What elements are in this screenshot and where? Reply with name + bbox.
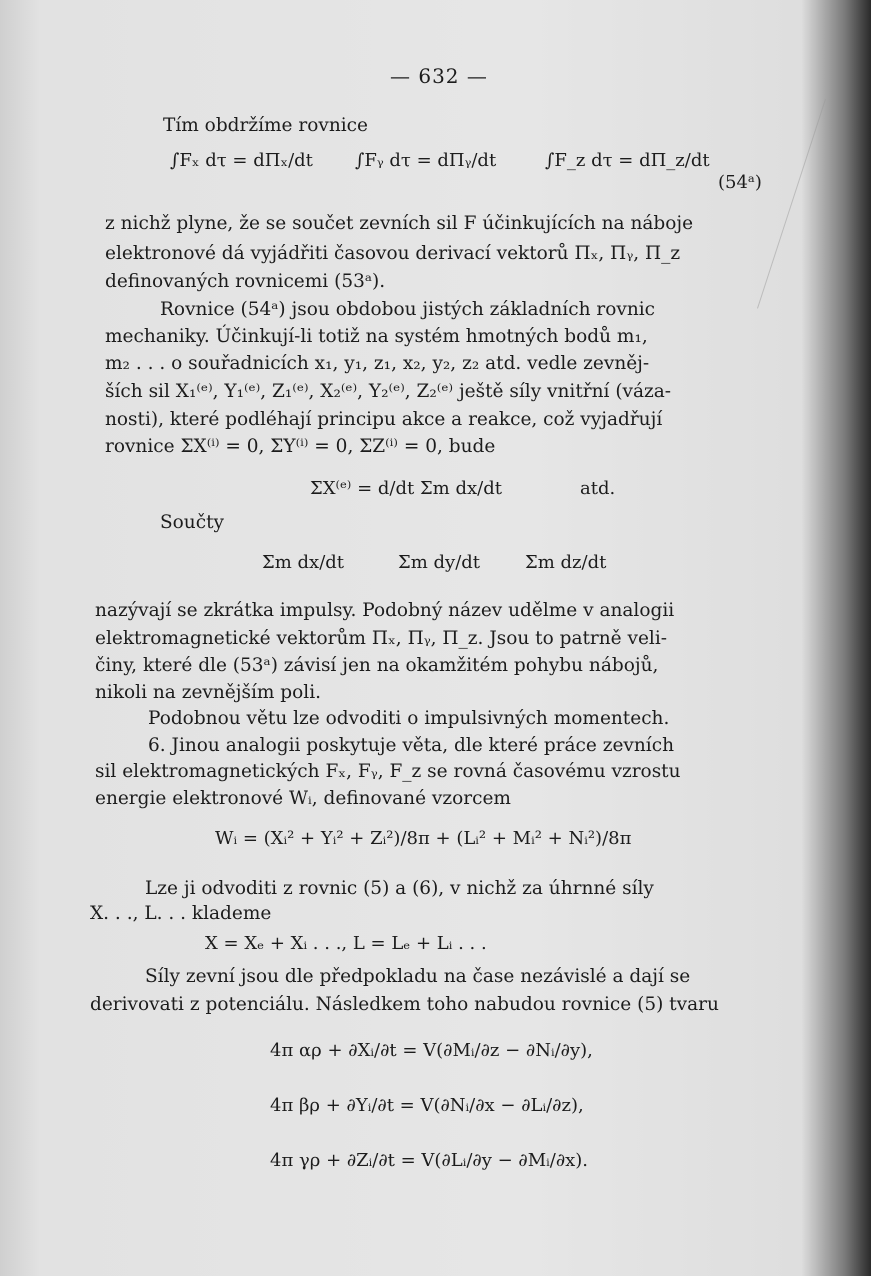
page-number: — 632 — (390, 64, 488, 88)
text-line: energie elektronové Wᵢ, definované vzorcem (95, 788, 511, 809)
text-line: elektronové dá vyjádřiti časovou derivací vektorů Πₓ, Πᵧ, Π_z (105, 243, 681, 264)
impulse-x: Σm dx/dt (262, 552, 345, 573)
equation-atd: atd. (580, 478, 616, 499)
text-line: Síly zevní jsou dle předpokladu na čase nezávislé a dají se (145, 966, 691, 987)
text-line: elektromagnetické vektorům Πₓ, Πᵧ, Π_z. Jsou to patrně veli- (95, 628, 667, 649)
text-line: m₂ . . . o souřadnicích x₁, y₁, z₁, x₂, y₂, z₂ atd. vedle zevněj- (105, 353, 650, 374)
text-line: X. . ., L. . . klademe (90, 903, 272, 924)
text-line: činy, které dle (53ᵃ) závisí jen na okamžitém pohybu nábojů, (95, 655, 659, 676)
equation-field-1: 4π αρ + ∂Xᵢ/∂t = V(∂Mᵢ/∂z − ∂Nᵢ/∂y), (270, 1040, 593, 1061)
text-line: definovaných rovnicemi (53ᵃ). (105, 271, 386, 292)
text-line: Lze ji odvoditi z rovnic (5) a (6), v nichž za úhrnné síly (145, 878, 654, 899)
impulse-z: Σm dz/dt (525, 552, 607, 573)
text-line: 6. Jinou analogii poskytuje věta, dle které práce zevních (148, 735, 674, 756)
text-line: z nichž plyne, že se součet zevních sil F účinkujících na náboje (105, 213, 694, 234)
equation-54a-x: ∫Fₓ dτ = dΠₓ/dt (170, 150, 313, 171)
text-line: Podobnou větu lze odvoditi o impulsivných momentech. (148, 708, 670, 729)
text-line: mechaniky. Účinkují-li totiž na systém hmotných bodů m₁, (105, 326, 648, 347)
text-line: nosti), které podléhají principu akce a reakce, což vyjadřují (105, 409, 663, 430)
energy-formula: Wᵢ = (Xᵢ² + Yᵢ² + Zᵢ²)/8π + (Lᵢ² + Mᵢ² + Nᵢ²)/8π (215, 828, 632, 849)
text-line: rovnice ΣX⁽ⁱ⁾ = 0, ΣY⁽ⁱ⁾ = 0, ΣZ⁽ⁱ⁾ = 0, bude (105, 436, 496, 457)
text-line: Součty (160, 512, 224, 533)
equation-field-2: 4π βρ + ∂Yᵢ/∂t = V(∂Nᵢ/∂x − ∂Lᵢ/∂z), (270, 1095, 584, 1116)
equation-54a-y: ∫Fᵧ dτ = dΠᵧ/dt (355, 150, 497, 171)
text-line: nazývají se zkrátka impulsy. Podobný název udělme v analogii (95, 600, 675, 621)
text-line: nikoli na zevnějším poli. (95, 682, 321, 703)
text-line: Tím obdržíme rovnice (163, 115, 368, 136)
text-line: ších sil X₁⁽ᵉ⁾, Y₁⁽ᵉ⁾, Z₁⁽ᵉ⁾, X₂⁽ᵉ⁾, Y₂⁽ᵉ⁾, Z₂⁽ᵉ⁾ ještě síly vnitřní (váza- (105, 381, 672, 402)
text-line: sil elektromagnetických Fₓ, Fᵧ, F_z se rovná časovému vzrostu (95, 761, 681, 782)
page-crease (757, 99, 864, 321)
equation-label: (54ᵃ) (718, 172, 762, 193)
equation-field-3: 4π γρ + ∂Zᵢ/∂t = V(∂Lᵢ/∂y − ∂Mᵢ/∂x). (270, 1150, 589, 1171)
text-line: derivovati z potenciálu. Následkem toho nabudou rovnice (5) tvaru (90, 994, 719, 1015)
equation-sum-x: ΣX⁽ᵉ⁾ = d/dt Σm dx/dt (310, 478, 502, 499)
impulse-y: Σm dy/dt (398, 552, 481, 573)
force-decomposition: X = Xₑ + Xᵢ . . ., L = Lₑ + Lᵢ . . . (205, 933, 487, 954)
equation-54a-z: ∫F_z dτ = dΠ_z/dt (545, 150, 710, 171)
text-line: Rovnice (54ᵃ) jsou obdobou jistých základních rovnic (160, 299, 656, 320)
